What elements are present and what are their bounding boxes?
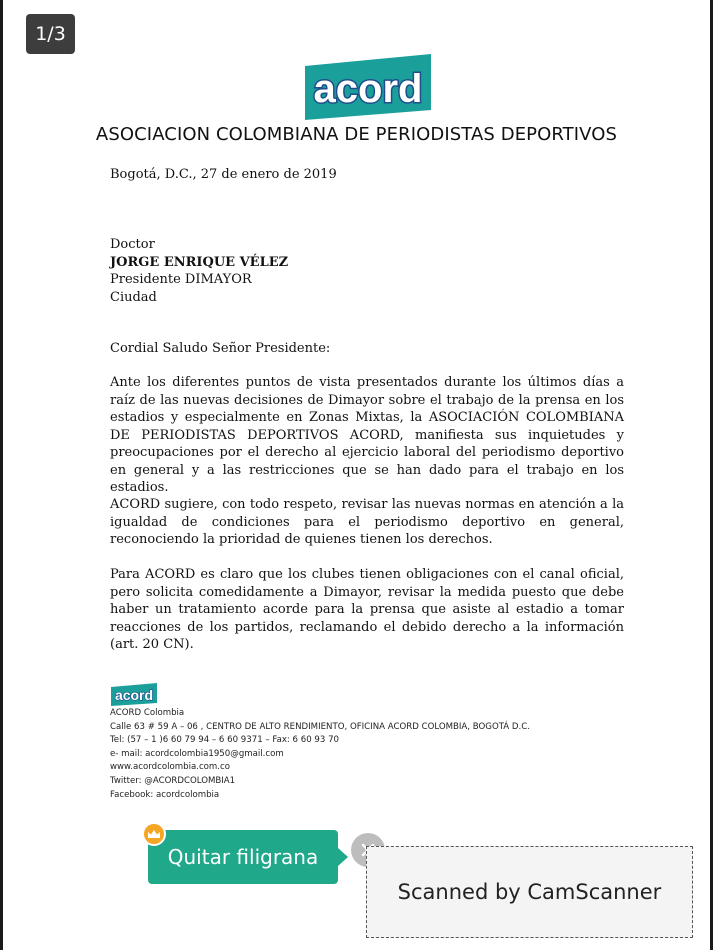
footer-email: e- mail: acordcolombia1950@gmail.com xyxy=(110,748,284,759)
salutation: Cordial Saludo Señor Presidente: xyxy=(110,341,331,356)
recipient-name: JORGE ENRIQUE VÉLEZ xyxy=(110,254,289,270)
letter-date: Bogotá, D.C., 27 de enero de 2019 xyxy=(110,167,337,182)
footer-org: ACORD Colombia xyxy=(110,708,185,718)
recipient-block xyxy=(110,236,624,306)
footer-logo-text: acord xyxy=(114,687,154,703)
footer-twitter: Twitter: @ACORDCOLOMBIA1 xyxy=(110,775,236,786)
recipient-city: Ciudad xyxy=(110,289,157,305)
paragraph: ACORD sugiere, con todo respeto, revisar las nuevas normas en atención a la igualdad de condiciones para el periodismo deportivo en general, reconociendo la prioridad de quienes tienen los derechos. xyxy=(110,497,624,547)
logo-text: acord xyxy=(313,67,423,111)
footer-address: Calle 63 # 59 A – 06 , CENTRO DE ALTO RENDIMIENTO, OFICINA ACORD COLOMBIA, BOGOTÁ D.C. xyxy=(110,721,530,732)
organization-title: ASOCIACION COLOMBIANA DE PERIODISTAS DEPORTIVOS xyxy=(95,124,618,145)
camscanner-watermark: Scanned by CamScanner xyxy=(366,846,693,938)
crown-icon xyxy=(142,822,166,846)
acord-logo xyxy=(303,52,433,122)
recipient-position: Presidente DIMAYOR xyxy=(110,272,252,287)
footer-website: www.acordcolombia.com.co xyxy=(110,762,231,773)
footer-phone: Tel: (57 – 1 )6 60 79 94 – 6 60 9371 – Fax: 6 60 93 70 xyxy=(110,735,340,746)
footer-acord-logo xyxy=(110,682,158,707)
footer-contact xyxy=(110,707,610,802)
recipient-title: Doctor xyxy=(110,237,155,252)
paragraph: Para ACORD es claro que los clubes tienen obligaciones con el canal oficial, pero solicita comedidamente a Dimayor, revisar la medida puesto que debe haber un tratamiento acorde para la prensa que asiste al estadio a tomar reacciones de los partidos, reclamando el debido derecho a la información (art. 20 CN). xyxy=(110,567,624,652)
paragraph: Ante los diferentes puntos de vista presentados durante los últimos días a raíz de las nuevas decisiones de Dimayor sobre el trabajo de la prensa en los estadios y especialmente en Zonas Mixtas, la ASOCIACIÓN COLOMBIANA DE PERIODISTAS DEPORTIVOS ACORD, manifiesta sus inquietudes y preocupaciones por el derecho al ejercicio laboral del periodismo deportivo en general y a las restricciones que se han dado para el trabajo en los estadios. xyxy=(110,375,624,495)
footer-facebook: Facebook: acordcolombia xyxy=(110,789,220,800)
remove-watermark-button[interactable]: Quitar filigrana xyxy=(148,830,338,884)
page-counter: 1/3 xyxy=(26,14,75,54)
